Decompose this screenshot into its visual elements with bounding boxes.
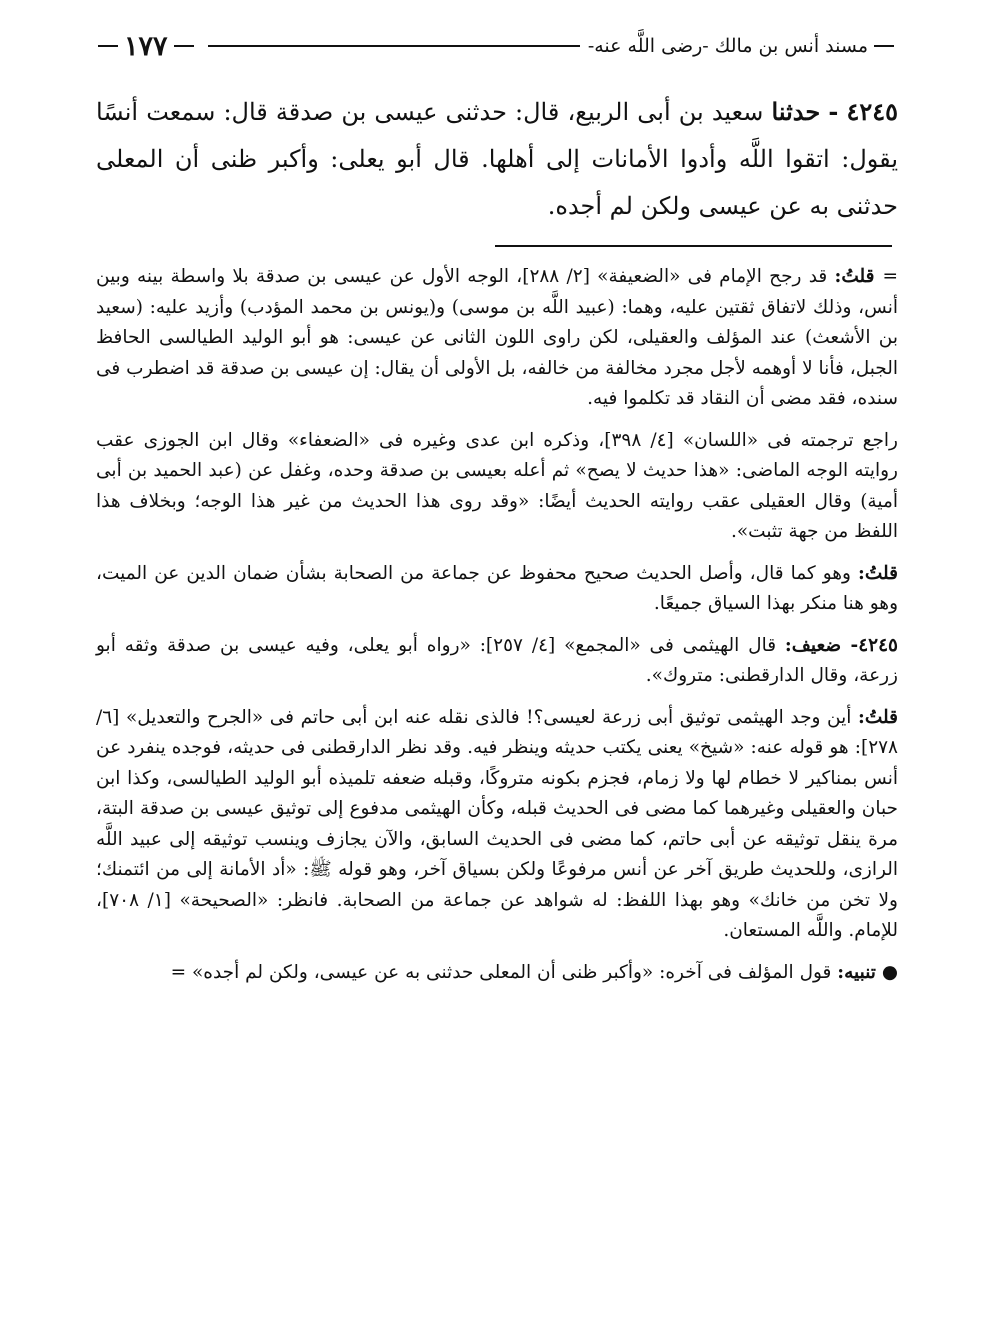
note-lead: قلتُ: [858,562,898,584]
header-dash-left [98,45,118,47]
running-header [92,28,900,64]
note-text: قد رجح الإمام فى «الضعيفة» [٢/ ٢٨٨]، الوجه الأول عن عيسى بن صدقة بلا واسطة بينه وبين أنس، وذلك لاتفاق ثقتين عليه، وهما: (عبيد اللَّه بن موسى) و(يونس بن محمد المؤدب) وأزيد عليه: (سعيد بن الأشعث) عند المؤلف والعقيلى، لكن راوى اللون الثانى عن عيسى: هو أبو الوليد الطيالسى الحافظ الجبل، فأنا لا أوهمه لأجل مجرد مخالفة من خالفه، بل الأولى أن يقال: إن عيسى بن صدقة قد اضطرب فى سنده، فقد مضى أن النقاد قد تكلموا فيه. [96,266,898,409]
footnote-paragraph-5 [96,703,898,947]
note-text: وهو كما قال، وأصل الحديث صحيح محفوظ عن جماعة من الصحابة بشأن ضمان الدين عن الميت، وهو هنا منكر بهذا السياق جميعًا. [96,562,898,614]
footnote-separator [495,245,892,247]
hadith-number: ٤٢٤٥ [846,97,898,126]
note-lead: تنبيه: [837,961,876,983]
footnote-paragraph-4 [96,631,898,692]
note-lead: قلتُ: [858,706,898,728]
hadith-text [96,88,898,230]
footnote-paragraph-6 [96,958,898,989]
footnotes [96,262,898,999]
footnote-paragraph-2 [96,426,898,548]
header-dash-mid [174,45,194,47]
note-text: أين وجد الهيثمى توثيق أبى زرعة لعيسى؟! فالذى نقله عنه ابن أبى حاتم فى «الجرح والتعديل» [٦/ ٢٧٨]: هو قوله عنه: «شيخ» يعنى يكتب حديثه وينظر فيه. وقد نظر الدارقطنى فى حديثه، فوجده ينفرد عن أنس بمناكير لا خطام لها ولا زمام، فجزم بكونه متروكًا، وقبله ضعفه تلميذه أبو الوليد الطيالسى، وكذا ابن حبان والعقيلى وغيرهما كما مضى فى الحديث قبله، وكأن الهيثمى مدفوع إلى توثيق عيسى بن صدقة البتة، مرة ينقل توثيقه عن أبى حاتم، كما مضى فى الحديث السابق، والآن يجازف وينسب توثيقه إلى عبيد اللَّه الرازى، وللحديث طريق آخر عن أنس مرفوعًا ولكن بسياق آخر، وهو قوله ﷺ: «أد الأمانة إلى من ائتمنك؛ ولا تخن من خانك» وهو بهذا اللفظ: له شواهد عن جماعة من الصحابة. فانظر: «الصحيحة» [١/ ٧٠٨]، للإمام. واللَّه المستعان. [96,706,898,941]
header-dash-right [874,45,894,47]
note-text: راجع ترجمته فى «اللسان» [٤/ ٣٩٨]، وذكره ابن عدى وغيره فى «الضعفاء» وقال ابن الجوزى عقب روايته الوجه الماضى: «هذا حديث لا يصح» ثم أعله بعيسى بن صدقة وحده، وغفل عن (عبد الحميد بن أبى أمية) وقال العقيلى عقب روايته الحديث أيضًا: «وقد روى هذا الحديث من غير هذا الوجه؛ وبخلاف هذا اللفظ من جهة تثبت». [96,429,898,542]
hadith-body: سعيد بن أبى الربيع، قال: حدثنى عيسى بن صدقة قال: سمعت أنسًا يقول: اتقوا اللَّه وأدوا الأمانات إلى أهلها. قال أبو يعلى: وأكبر ظنى أن المعلى حدثنى به عن عيسى ولكن لم أجده. [96,98,898,220]
page-number: ١٧٧ [124,30,168,62]
note-text: قول المؤلف فى آخره: «وأكبر ظنى أن المعلى حدثنى به عن عيسى، ولكن لم أجده» = [170,961,832,983]
note-text: قال الهيثمى فى «المجمع» [٤/ ٢٥٧]: «رواه أبو يعلى، وفيه عيسى بن صدقة وثقه أبو زرعة، وقال الدارقطنى: متروك». [96,634,898,686]
footnote-paragraph-1 [96,262,898,415]
grading-lead: ٤٢٤٥- ضعيف: [784,634,898,656]
note-lead: قلتُ: [834,266,875,287]
footnote-paragraph-3 [96,559,898,620]
hadith-opening: حدثنا [771,97,821,126]
running-title: مسند أنس بن مالك -رضى اللَّه عنه- [587,35,868,57]
header-rule [208,45,580,47]
hadith-dash: - [828,97,839,126]
continuation-marker: = [882,266,898,287]
bullet-icon: ● [881,961,898,983]
